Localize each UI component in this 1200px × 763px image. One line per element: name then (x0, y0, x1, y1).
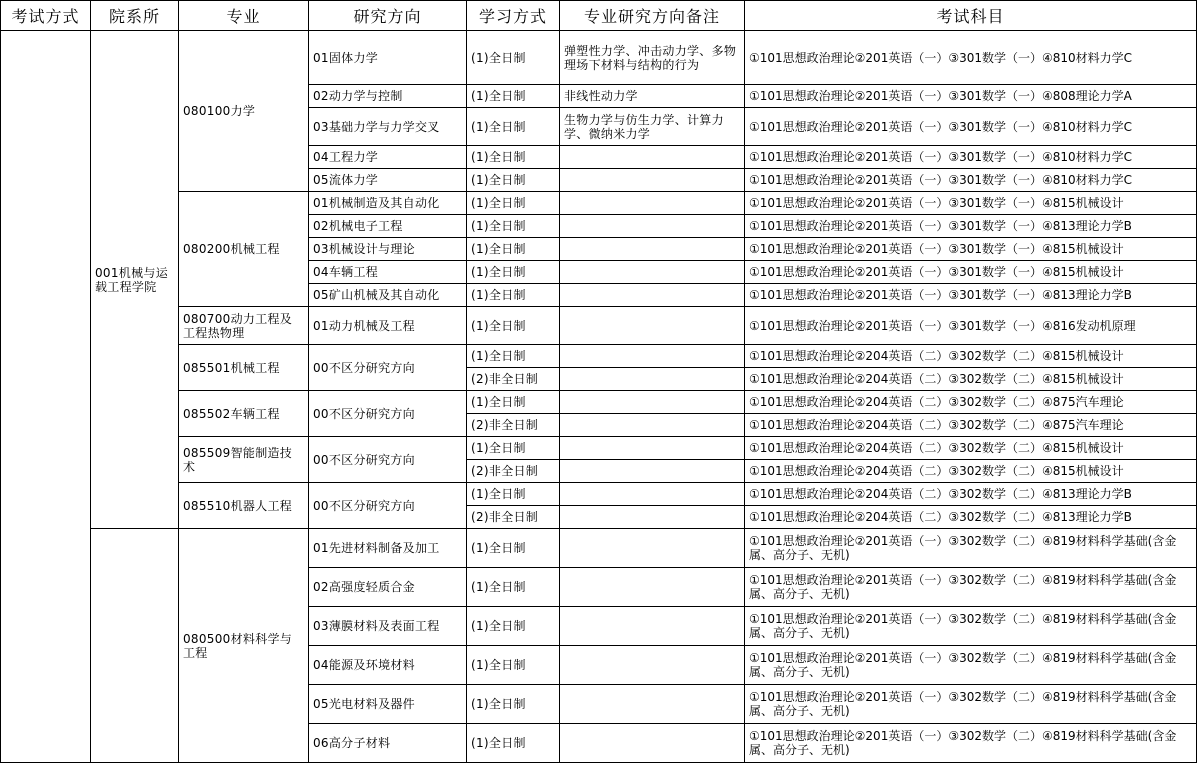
direction-cell: 00不区分研究方向 (309, 483, 467, 529)
header-research-direction: 研究方向 (309, 1, 467, 31)
major-cell: 080200机械工程 (179, 192, 309, 307)
subjects-cell: ①101思想政治理论②201英语（一）③301数学（一）④815机械设计 (745, 238, 1197, 261)
remark-cell (560, 391, 745, 414)
remark-cell: 生物力学与仿生力学、计算力学、微纳米力学 (560, 108, 745, 146)
table-row (1, 529, 1197, 568)
mode-cell: (1)全日制 (467, 568, 560, 607)
subjects-cell: ①101思想政治理论②201英语（一）③301数学（一）④813理论力学B (745, 215, 1197, 238)
subjects-cell: ①101思想政治理论②204英语（二）③302数学（二）④875汽车理论 (745, 391, 1197, 414)
remark-cell (560, 215, 745, 238)
header-study-mode: 学习方式 (467, 1, 560, 31)
subjects-cell: ①101思想政治理论②201英语（一）③302数学（二）④819材料科学基础(含金属、高分子、无机) (745, 724, 1197, 763)
subjects-cell: ①101思想政治理论②201英语（一）③301数学（一）④813理论力学B (745, 284, 1197, 307)
direction-cell: 04工程力学 (309, 146, 467, 169)
remark-cell: 弹塑性力学、冲击动力学、多物理场下材料与结构的行为 (560, 31, 745, 85)
mode-cell: (1)全日制 (467, 483, 560, 506)
mode-cell: (2)非全日制 (467, 460, 560, 483)
remark-cell (560, 192, 745, 215)
major-cell: 085502车辆工程 (179, 391, 309, 437)
table-row (1, 345, 1197, 368)
remark-cell (560, 345, 745, 368)
subjects-cell: ①101思想政治理论②201英语（一）③302数学（二）④819材料科学基础(含金属、高分子、无机) (745, 646, 1197, 685)
direction-cell: 05光电材料及器件 (309, 685, 467, 724)
direction-cell: 03机械设计与理论 (309, 238, 467, 261)
header-direction-remark: 专业研究方向备注 (560, 1, 745, 31)
mode-cell: (1)全日制 (467, 607, 560, 646)
mode-cell: (1)全日制 (467, 169, 560, 192)
mode-cell: (1)全日制 (467, 192, 560, 215)
mode-cell: (1)全日制 (467, 108, 560, 146)
remark-cell (560, 568, 745, 607)
subjects-cell: ①101思想政治理论②201英语（一）③301数学（一）④810材料力学C (745, 146, 1197, 169)
mode-cell: (1)全日制 (467, 307, 560, 345)
subjects-cell: ①101思想政治理论②201英语（一）③301数学（一）④815机械设计 (745, 192, 1197, 215)
mode-cell: (1)全日制 (467, 724, 560, 763)
mode-cell: (1)全日制 (467, 345, 560, 368)
remark-cell (560, 146, 745, 169)
subjects-cell: ①101思想政治理论②201英语（一）③302数学（二）④819材料科学基础(含金属、高分子、无机) (745, 568, 1197, 607)
subjects-cell: ①101思想政治理论②204英语（二）③302数学（二）④815机械设计 (745, 368, 1197, 391)
direction-cell: 01机械制造及其自动化 (309, 192, 467, 215)
remark-cell (560, 607, 745, 646)
mode-cell: (1)全日制 (467, 437, 560, 460)
remark-cell (560, 307, 745, 345)
mode-cell: (1)全日制 (467, 146, 560, 169)
subjects-cell: ①101思想政治理论②201英语（一）③302数学（二）④819材料科学基础(含金属、高分子、无机) (745, 529, 1197, 568)
subjects-cell: ①101思想政治理论②201英语（一）③301数学（一）④815机械设计 (745, 261, 1197, 284)
major-cell: 085501机械工程 (179, 345, 309, 391)
header-major: 专业 (179, 1, 309, 31)
direction-cell: 02动力学与控制 (309, 85, 467, 108)
major-cell: 085509智能制造技术 (179, 437, 309, 483)
mode-cell: (1)全日制 (467, 261, 560, 284)
mode-cell: (1)全日制 (467, 529, 560, 568)
direction-cell: 01先进材料制备及加工 (309, 529, 467, 568)
direction-cell: 03基础力学与力学交叉 (309, 108, 467, 146)
direction-cell: 02机械电子工程 (309, 215, 467, 238)
major-cell: 085510机器人工程 (179, 483, 309, 529)
table-row (1, 192, 1197, 215)
direction-cell: 01固体力学 (309, 31, 467, 85)
remark-cell (560, 724, 745, 763)
direction-cell: 06高分子材料 (309, 724, 467, 763)
table-row (1, 391, 1197, 414)
subjects-cell: ①101思想政治理论②201英语（一）③301数学（一）④808理论力学A (745, 85, 1197, 108)
direction-cell: 00不区分研究方向 (309, 391, 467, 437)
direction-cell: 05流体力学 (309, 169, 467, 192)
mode-cell: (2)非全日制 (467, 414, 560, 437)
remark-cell (560, 261, 745, 284)
subjects-cell: ①101思想政治理论②204英语（二）③302数学（二）④815机械设计 (745, 437, 1197, 460)
header-exam-method: 考试方式 (1, 1, 91, 31)
header-exam-subjects: 考试科目 (745, 1, 1197, 31)
remark-cell (560, 414, 745, 437)
header-department: 院系所 (91, 1, 179, 31)
mode-cell: (1)全日制 (467, 646, 560, 685)
major-cell: 080100力学 (179, 31, 309, 192)
subjects-cell: ①101思想政治理论②204英语（二）③302数学（二）④875汽车理论 (745, 414, 1197, 437)
direction-cell: 04车辆工程 (309, 261, 467, 284)
department-cell (91, 529, 179, 763)
subjects-cell: ①101思想政治理论②201英语（一）③302数学（二）④819材料科学基础(含金属、高分子、无机) (745, 607, 1197, 646)
direction-cell: 05矿山机械及其自动化 (309, 284, 467, 307)
remark-cell (560, 529, 745, 568)
mode-cell: (1)全日制 (467, 685, 560, 724)
subjects-cell: ①101思想政治理论②201英语（一）③302数学（二）④819材料科学基础(含金属、高分子、无机) (745, 685, 1197, 724)
subjects-cell: ①101思想政治理论②204英语（二）③302数学（二）④813理论力学B (745, 506, 1197, 529)
remark-cell (560, 506, 745, 529)
table-row (1, 307, 1197, 345)
table-row (1, 483, 1197, 506)
mode-cell: (1)全日制 (467, 215, 560, 238)
remark-cell (560, 483, 745, 506)
remark-cell (560, 368, 745, 391)
remark-cell (560, 646, 745, 685)
mode-cell: (1)全日制 (467, 85, 560, 108)
remark-cell (560, 284, 745, 307)
mode-cell: (1)全日制 (467, 238, 560, 261)
mode-cell: (1)全日制 (467, 31, 560, 85)
table-row (1, 437, 1197, 460)
direction-cell: 03薄膜材料及表面工程 (309, 607, 467, 646)
subjects-cell: ①101思想政治理论②201英语（一）③301数学（一）④810材料力学C (745, 108, 1197, 146)
mode-cell: (1)全日制 (467, 391, 560, 414)
direction-cell: 01动力机械及工程 (309, 307, 467, 345)
major-cell: 080700动力工程及工程热物理 (179, 307, 309, 345)
department-cell: 001机械与运载工程学院 (91, 31, 179, 529)
subjects-cell: ①101思想政治理论②201英语（一）③301数学（一）④810材料力学C (745, 169, 1197, 192)
subjects-cell: ①101思想政治理论②204英语（二）③302数学（二）④813理论力学B (745, 483, 1197, 506)
mode-cell: (2)非全日制 (467, 506, 560, 529)
direction-cell: 00不区分研究方向 (309, 437, 467, 483)
remark-cell (560, 437, 745, 460)
exam-method-cell (1, 31, 91, 763)
subjects-cell: ①101思想政治理论②201英语（一）③301数学（一）④816发动机原理 (745, 307, 1197, 345)
remark-cell: 非线性动力学 (560, 85, 745, 108)
subjects-cell: ①101思想政治理论②204英语（二）③302数学（二）④815机械设计 (745, 345, 1197, 368)
remark-cell (560, 169, 745, 192)
subjects-cell: ①101思想政治理论②204英语（二）③302数学（二）④815机械设计 (745, 460, 1197, 483)
major-cell: 080500材料科学与工程 (179, 529, 309, 763)
header-row (1, 1, 1197, 31)
remark-cell (560, 685, 745, 724)
remark-cell (560, 238, 745, 261)
direction-cell: 02高强度轻质合金 (309, 568, 467, 607)
remark-cell (560, 460, 745, 483)
mode-cell: (1)全日制 (467, 284, 560, 307)
table-row (1, 31, 1197, 85)
subjects-cell: ①101思想政治理论②201英语（一）③301数学（一）④810材料力学C (745, 31, 1197, 85)
mode-cell: (2)非全日制 (467, 368, 560, 391)
direction-cell: 00不区分研究方向 (309, 345, 467, 391)
direction-cell: 04能源及环境材料 (309, 646, 467, 685)
